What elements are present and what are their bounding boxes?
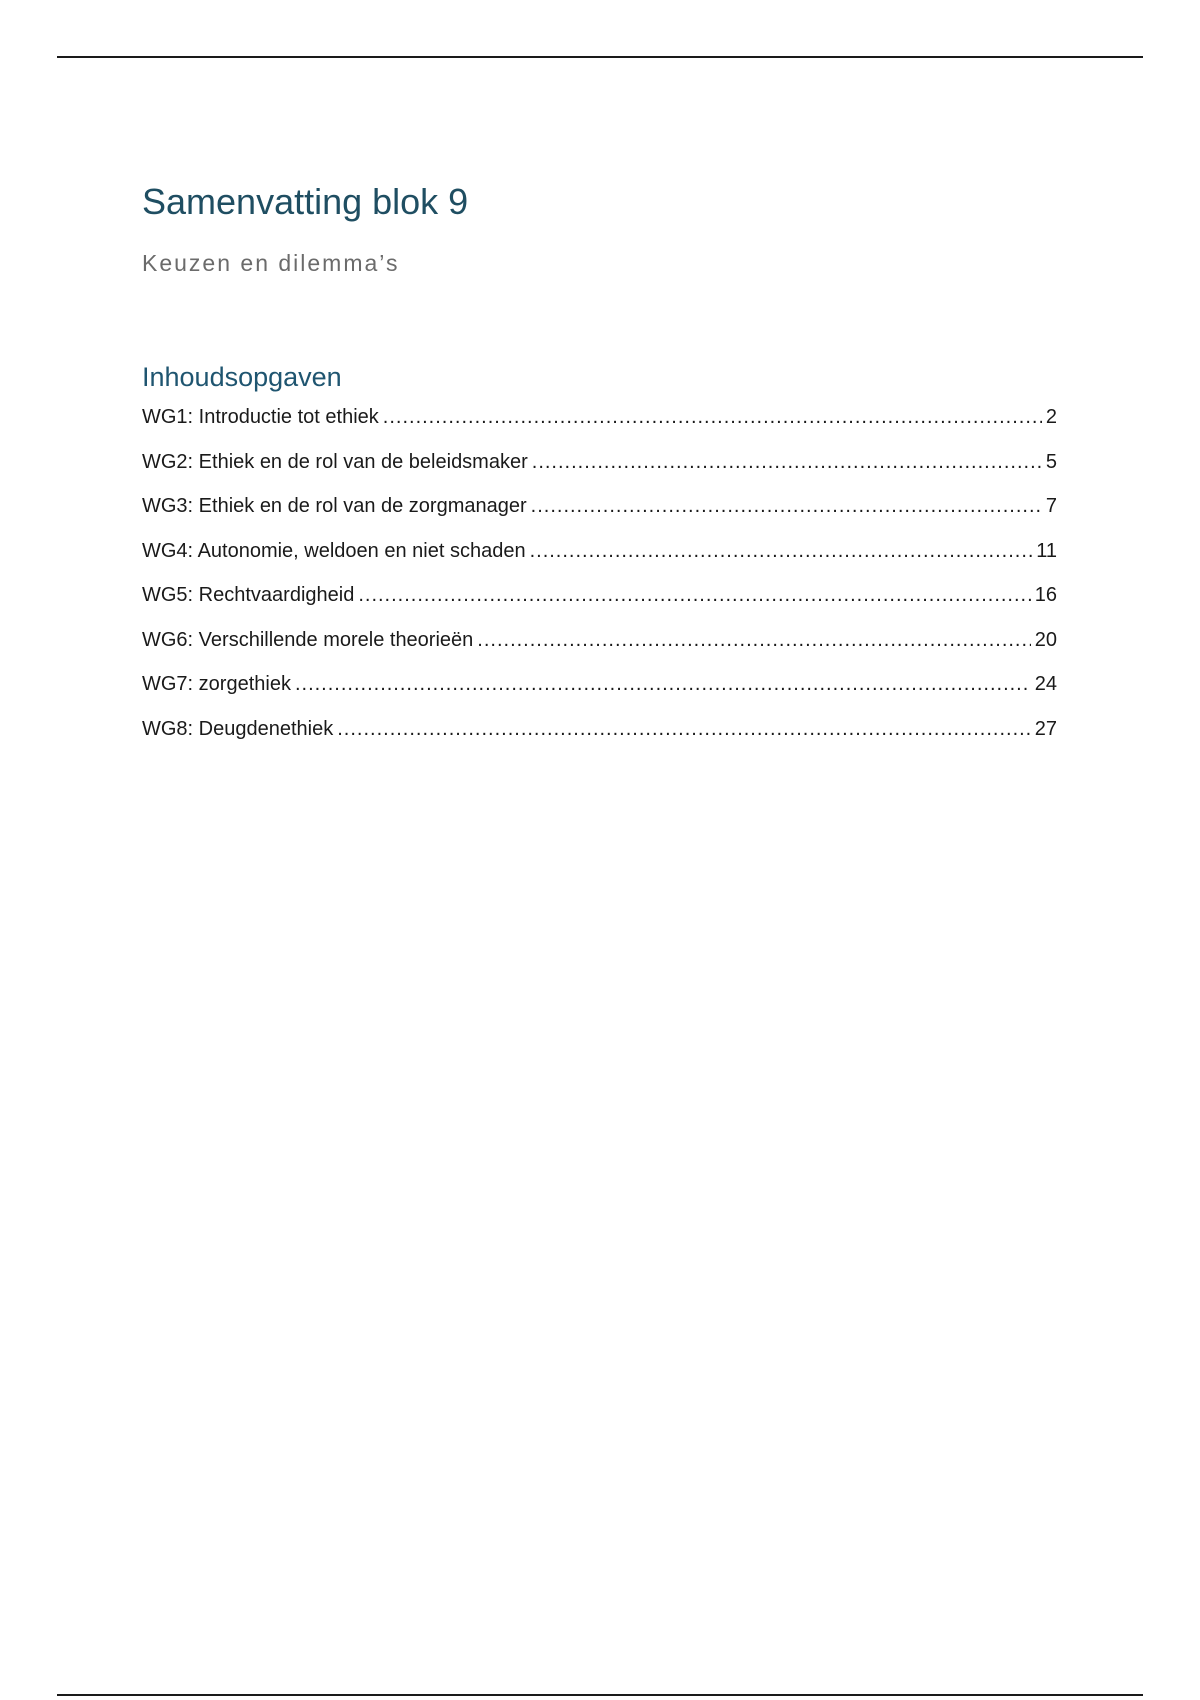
toc-entry-wg4[interactable] — [142, 534, 1057, 579]
toc-dot-leader — [383, 400, 1042, 434]
document-title: Samenvatting blok 9 — [142, 181, 469, 222]
toc-entry-label: WG2: Ethiek en de rol van de beleidsmaker — [142, 450, 528, 473]
toc-heading: Inhoudsopgaven — [142, 362, 342, 392]
toc-entry-wg1[interactable] — [142, 400, 1057, 445]
toc-page-number: 24 — [1034, 673, 1057, 695]
toc-page-number: 20 — [1034, 628, 1057, 651]
toc-page-number: 11 — [1036, 539, 1057, 562]
toc-dot-leader — [337, 712, 1031, 746]
toc-entry-wg6[interactable] — [142, 623, 1057, 668]
toc-entry-label: WG1: Introductie tot ethiek — [142, 406, 379, 428]
toc-dot-leader — [477, 623, 1030, 657]
toc-dot-leader — [295, 667, 1031, 701]
table-of-contents — [142, 400, 1057, 756]
toc-page-number: 7 — [1045, 495, 1057, 517]
toc-entry-label: WG4: Autonomie, weldoen en niet schaden — [142, 539, 526, 562]
toc-page-number: 5 — [1045, 450, 1057, 473]
toc-dot-leader — [532, 445, 1042, 479]
footer-rule — [57, 1694, 1143, 1696]
toc-entry-label: WG6: Verschillende morele theorieën — [142, 628, 474, 651]
toc-page-number: 27 — [1034, 717, 1057, 740]
header-rule — [57, 56, 1143, 58]
toc-entry-wg7[interactable] — [142, 667, 1057, 712]
toc-entry-label: WG5: Rechtvaardigheid — [142, 584, 355, 606]
toc-dot-leader — [531, 489, 1042, 523]
toc-entry-label: WG3: Ethiek en de rol van de zorgmanager — [142, 495, 527, 517]
toc-entry-wg3[interactable] — [142, 489, 1057, 534]
toc-entry-label: WG7: zorgethiek — [142, 673, 291, 695]
toc-entry-wg5[interactable] — [142, 578, 1057, 623]
toc-page-number: 16 — [1034, 584, 1057, 606]
toc-entry-wg2[interactable] — [142, 445, 1057, 490]
toc-entry-wg8[interactable] — [142, 712, 1057, 757]
document-subtitle: Keuzen en dilemma’s — [142, 250, 400, 276]
toc-entry-label: WG8: Deugdenethiek — [142, 717, 334, 740]
toc-page-number: 2 — [1045, 406, 1057, 428]
toc-dot-leader — [358, 578, 1030, 612]
toc-dot-leader — [530, 534, 1033, 568]
